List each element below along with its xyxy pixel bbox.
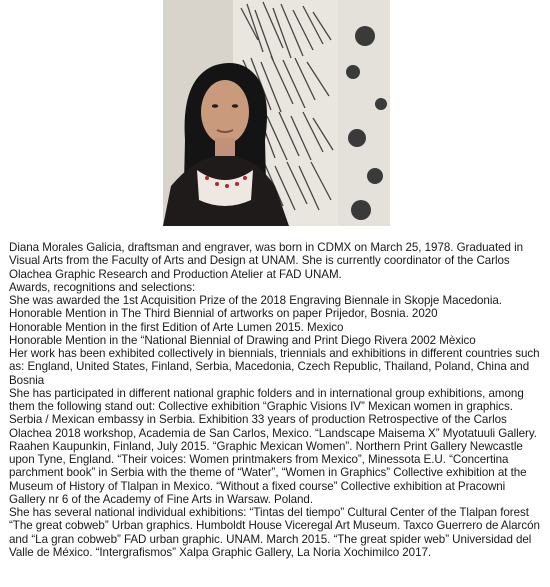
award-prijedor: Honorable Mention in The Third Biennial of artworks on paper Prijedor, Bosnia. 2020 — [9, 307, 438, 321]
bio-intro: Diana Morales Galicia, draftsman and engraver, was born in CDMX on March 25, 1978. Graduated in Visual Arts from the Faculty of Arts and Design at UNAM. She is currently coordinator of the Carlos Olachea Graphic Research and Production Atelier at FAD UNAM. — [9, 241, 524, 281]
individual-exhibitions: She has several national individual exhibitions: “Tintas del tiempo” Cultural Center of the Tlalpan forest “The great cobweb” Urban graphics. Humboldt House Viceregal Art Museum. Taxco Guerrero de Alarcón and “La gran cobweb” FAD urban graphic. UNAM. March 2015. “The great spider web” Universidad del Valle de México. “Intergrafismos” Xalpa Graphic Gallery, La Noria Xochimilco 2017. — [9, 506, 540, 559]
collective-exhibitions: Her work has been exhibited collectively in biennials, triennials and exhibitions in different countries such as: England, United States, Finland, Serbia, Macedonia, Czech Republic, Thailand, Poland, China and Bosnia — [9, 347, 540, 387]
portrait-photo — [163, 0, 390, 226]
award-diego-rivera: Honorable Mention in the “National Biennial of Drawing and Print Diego Rivera 2002 Mèxico — [9, 333, 476, 347]
group-exhibitions: She has participated in different national graphic folders and in international group exhibitions, among them the following stand out: Collective exhibition “Graphic Visions IV” Mexican women in graphics. Serbia / Mexican embassy in Serbia. Exhibition 33 years of production Retrospective of the Carlos Olachea 2018 workshop, Academia de San Carlos, Mexico. “Landscape Maisema X” Myotatuuli Gallery. Raahen Kaupunkin, Finland, July 2015. “Graphic Mexican Women”. Northern Print Gallery Newcastle upon Tyne, England. “Their voices: Women printmakers from Mexico”, Minessota E.U. “Concertina parchment book” in Serbia with the theme of “Water”, “Women in Graphics” Collective exhibition at the Museum of History of Tlalpan in Mexico. “Without a fixed course” Collective exhibition at Pracowni Gallery nr 6 of the Academy of Fine Arts in Warsaw. Poland. — [9, 386, 537, 506]
award-skopje: She was awarded the 1st Acquisition Prize of the 2018 Engraving Biennale in Skopje Macedonia. — [9, 294, 502, 307]
portrait-illustration — [163, 0, 390, 226]
award-arte-lumen: Honorable Mention in the first Edition of Arte Lumen 2015. Mexico — [9, 320, 344, 334]
awards-heading: Awards, recognitions and selections: — [9, 280, 196, 294]
artist-biography — [9, 241, 543, 559]
